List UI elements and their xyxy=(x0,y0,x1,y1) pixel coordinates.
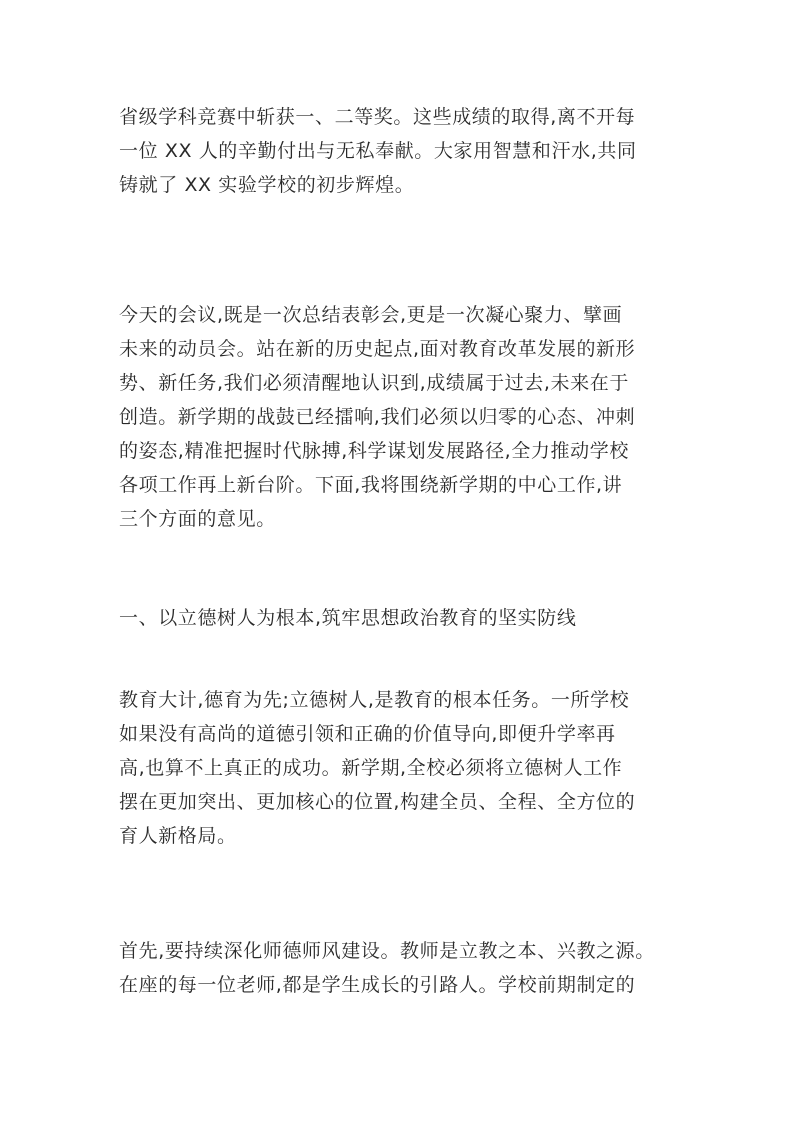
text-line: 育人新格局。 xyxy=(119,825,237,847)
text-line: 今天的会议,既是一次总结表彰会,更是一次凝心聚力、擘画 xyxy=(119,304,623,326)
text-line: 首先,要持续深化师德师风建设。教师是立教之本、兴教之源。 xyxy=(119,940,655,962)
paragraph-teacher-ethics xyxy=(119,934,679,1002)
text-line: 创造。新学期的战鼓已经擂响,我们必须以归零的心态、冲刺 xyxy=(119,406,636,428)
paragraph-achievements xyxy=(119,100,679,202)
text-line: 铸就了 XX 实验学校的初步辉煌。 xyxy=(119,174,415,196)
text-line: 三个方面的意见。 xyxy=(119,508,276,530)
text-line: 势、新任务,我们必须清醒地认识到,成绩属于过去,未来在于 xyxy=(119,372,629,394)
text-line: 省级学科竞赛中斩获一、二等奖。这些成绩的取得,离不开每 xyxy=(119,106,636,128)
text-line: 未来的动员会。站在新的历史起点,面对教育改革发展的新形 xyxy=(119,338,636,360)
paragraph-meeting-purpose xyxy=(119,298,679,536)
paragraph-moral-education xyxy=(119,683,679,853)
text-line: 如果没有高尚的道德引领和正确的价值导向,即便升学率再 xyxy=(119,723,616,745)
section-heading-text: 一、以立德树人为根本,筑牢思想政治教育的坚实防线 xyxy=(119,607,577,629)
section-heading xyxy=(119,601,679,635)
text-line: 摆在更加突出、更加核心的位置,构建全员、全程、全方位的 xyxy=(119,791,636,813)
text-line: 各项工作再上新台阶。下面,我将围绕新学期的中心工作,讲 xyxy=(119,474,623,496)
text-line: 教育大计,德育为先;立德树人,是教育的根本任务。一所学校 xyxy=(119,689,630,711)
text-line: 高,也算不上真正的成功。新学期,全校必须将立德树人工作 xyxy=(119,757,623,779)
text-line: 一位 XX 人的辛勤付出与无私奉献。大家用智慧和汗水,共同 xyxy=(119,140,637,162)
text-line: 在座的每一位老师,都是学生成长的引路人。学校前期制定的 xyxy=(119,974,636,996)
text-line: 的姿态,精准把握时代脉搏,科学谋划发展路径,全力推动学校 xyxy=(119,440,629,462)
